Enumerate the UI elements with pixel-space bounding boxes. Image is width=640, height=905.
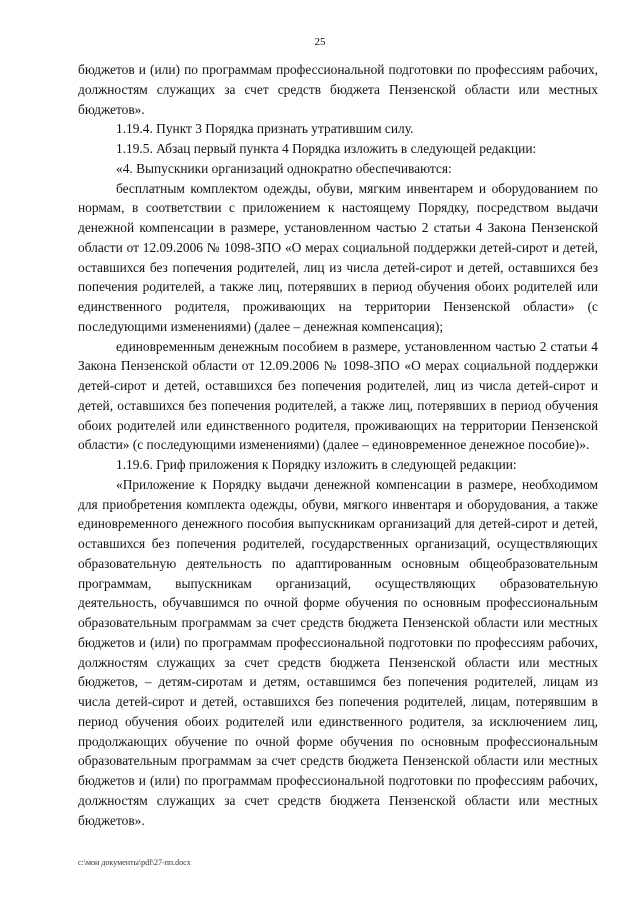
paragraph: бесплатным комплектом одежды, обуви, мягким инвентарем и оборудованием по нормам, в соответствии с приложением к настоящему Порядку, посредством выдачи денежной компенсации в размере, установленном частью 2 статьи 4 Закона Пензенской области от 12.09.2006 № 1098-ЗПО «О мерах социальной поддержки детей-сирот и детей, оставшихся без попечения родителей, лиц из числа детей-сирот и детей, оставшихся без попечения родителей, а также лиц, потерявших в период обучения обоих родителей или единственного родителя, проживающих на территории Пензенской области» (с последующими изменениями) (далее – денежная компенсация); [78, 180, 598, 334]
page-number: 25 [314, 36, 326, 48]
paragraph: «Приложение к Порядку выдачи денежной компенсации в размере, необходимом для приобретения комплекта одежды, обуви, мягкого инвентаря и оборудования, а также единовременного денежного пособия выпускникам организаций для детей-сирот и детей, оставшихся без попечения родителей, государственных организаций, осуществляющих образовательную деятельность по адаптированным основным общеобразовательным программам, выпускникам организаций, осуществляющих образовательную деятельность, обучавшимся по очной форме обучения по основным профессиональным образовательным программам за счет средств бюджета Пензенской области или местных бюджетов и (или) по программам профессиональной подготовки по профессиям рабочих, должностям служащих за счет средств бюджета Пензенской области или местных бюджетов, – детям-сиротам и детям, оставшимся без попечения родителей, лицам из числа детей-сирот и детей, оставшихся без попечения родителей, лицам, потерявшим в период обучения обоих родителей или единственного родителя, за исключением лиц, продолжающих обучение по очной форме обучения по основным профессиональным образовательным программам за счет средств бюджета Пензенской области или местных бюджетов и (или) по программам профессиональной подготовки по профессиям рабочих, должностям служащих за счет средств бюджета Пензенской области или местных бюджетов». [78, 476, 598, 828]
paragraph: единовременным денежным пособием в размере, установленном частью 2 статьи 4 Закона Пензенской области от 12.09.2006 № 1098-ЗПО «О мерах социальной поддержки детей-сирот и детей, оставшихся без попечения родителей, лиц из числа детей-сирот и детей, оставшихся без попечения родителей, а также лиц, потерявших в период обучения обоих родителей или единственного родителя, проживающих на территории Пензенской области» (с последующими изменениями) (далее – единовременное денежное пособие)». [78, 338, 598, 453]
paragraph: «4. Выпускники организаций однократно обеспечиваются: [116, 160, 452, 176]
paragraph: 1.19.6. Гриф приложения к Порядку изложить в следующей редакции: [116, 457, 517, 472]
document-body [78, 60, 598, 830]
paragraph: 1.19.4. Пункт 3 Порядка признать утратившим силу. [116, 121, 414, 137]
footer-file-path: c:\мои документы\pdf\27-пп.docx [78, 858, 191, 867]
paragraph: 1.19.5. Абзац первый пункта 4 Порядка изложить в следующей редакции: [116, 141, 537, 156]
paragraph: бюджетов и (или) по программам профессиональной подготовки по профессиям рабочих, должностям служащих за счет средств бюджета Пензенской области или местных бюджетов». [78, 62, 598, 117]
